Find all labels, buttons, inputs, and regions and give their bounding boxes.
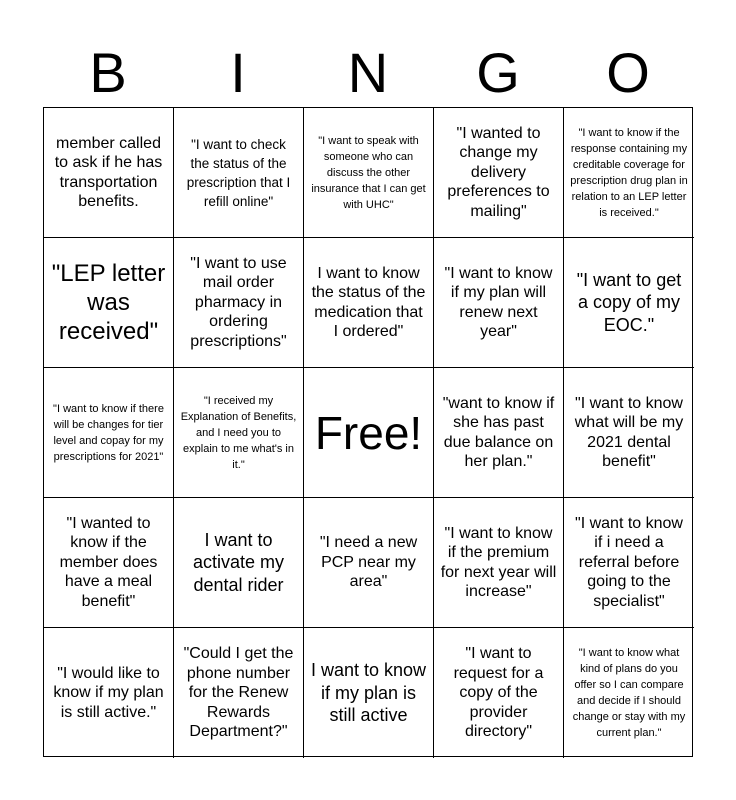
cell-text: "I want to get a copy of my EOC." (576, 269, 682, 335)
cell-text: I want to know if my plan is still active (310, 660, 427, 726)
bingo-cell[interactable] (304, 628, 434, 758)
cell-text: "want to know if she has past due balance on her plan." (442, 394, 555, 470)
cell-text: "I want to know if i need a referral before going to the specialist" (575, 514, 683, 610)
bingo-cell[interactable] (564, 238, 694, 368)
bingo-cell[interactable] (434, 238, 564, 368)
cell-text: "I want to know if the response containing my creditable coverage for prescription drug plan in relation to an LEP letter is received." (570, 126, 688, 219)
cell-text: "I want to use mail order pharmacy in ordering prescriptions" (190, 254, 287, 350)
cell-text: "I received my Explanation of Benefits, and I need you to explain to me what's in it." (180, 394, 297, 471)
header-letter-b: B (89, 41, 127, 104)
free-space-label: Free! (314, 406, 423, 459)
header-letter-g: G (476, 41, 520, 104)
cell-text: "I want to know if there will be changes for tier level and copay for my prescriptions for 2021" (53, 402, 164, 463)
bingo-cell[interactable] (564, 628, 694, 758)
cell-text: "I want to check the status of the prescription that I refill online" (186, 136, 291, 209)
cell-text: "I wanted to know if the member does have a meal benefit" (59, 514, 158, 610)
bingo-cell[interactable] (44, 498, 174, 628)
bingo-cell[interactable] (434, 368, 564, 498)
free-cell[interactable] (304, 368, 434, 498)
cell-text: "I want to speak with someone who can discuss the other insurance that I can get with UHC" (311, 134, 426, 211)
bingo-cell[interactable] (564, 498, 694, 628)
bingo-cell[interactable] (564, 108, 694, 238)
bingo-cell[interactable] (174, 238, 304, 368)
bingo-cell[interactable] (304, 108, 434, 238)
cell-text: "I want to know what kind of plans do you offer so I can compare and decide if I should change or stay with my current plan." (572, 647, 686, 739)
bingo-cell[interactable] (564, 368, 694, 498)
cell-text: "I want to request for a copy of the provider directory" (453, 645, 544, 741)
bingo-header (43, 40, 693, 106)
bingo-cell[interactable] (434, 628, 564, 758)
cell-text: "I want to know what will be my 2021 dental benefit" (574, 394, 684, 470)
cell-text: "LEP letter was received" (51, 260, 166, 345)
bingo-cell[interactable] (434, 498, 564, 628)
bingo-cell[interactable] (434, 108, 564, 238)
bingo-cell[interactable] (174, 498, 304, 628)
bingo-cell[interactable] (174, 368, 304, 498)
bingo-cell[interactable] (304, 498, 434, 628)
cell-text: "I wanted to change my delivery preferences to mailing" (447, 124, 550, 220)
bingo-cell[interactable] (44, 238, 174, 368)
cell-text: "I want to know if my plan will renew next year" (444, 264, 553, 340)
cell-text: I want to activate my dental rider (192, 529, 285, 595)
header-letter-o: O (606, 41, 650, 104)
cell-text: "Could I get the phone number for the Renew Rewards Department?" (183, 645, 294, 741)
cell-text: "I want to know if the premium for next year will increase" (440, 524, 557, 600)
bingo-cell[interactable] (174, 108, 304, 238)
bingo-cell[interactable] (44, 108, 174, 238)
cell-text: "I would like to know if my plan is still active." (53, 664, 164, 721)
header-letter-n: N (347, 41, 389, 104)
bingo-board (43, 107, 693, 757)
header-letter-i: I (230, 41, 246, 104)
bingo-cell[interactable] (44, 628, 174, 758)
bingo-cell[interactable] (304, 238, 434, 368)
bingo-cell[interactable] (44, 368, 174, 498)
bingo-cell[interactable] (174, 628, 304, 758)
cell-text: I want to know the status of the medication that I ordered" (311, 264, 426, 340)
cell-text: "I need a new PCP near my area" (319, 534, 418, 591)
cell-text: member called to ask if he has transportation benefits. (54, 134, 163, 210)
